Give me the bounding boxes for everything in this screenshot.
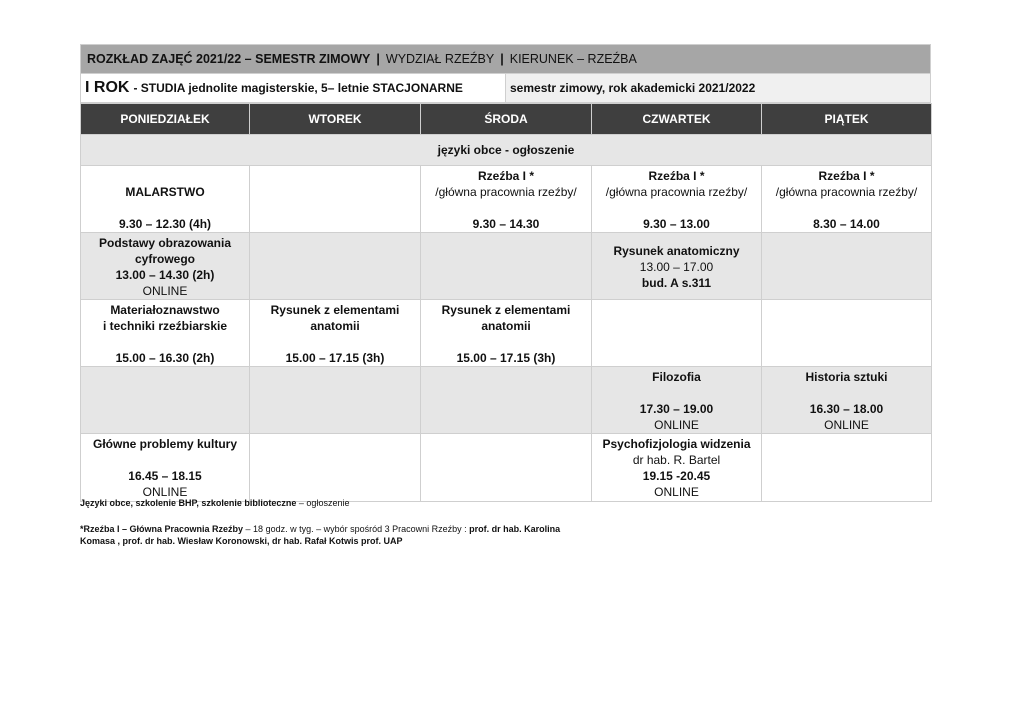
class-title: Podstawy obrazowania xyxy=(98,236,232,250)
class-title: Historia sztuki xyxy=(805,370,888,384)
schedule-title-bar xyxy=(80,44,931,74)
class-cell xyxy=(762,166,932,233)
class-time: 16.30 – 18.00 xyxy=(809,402,884,416)
class-cell xyxy=(762,367,932,434)
table-row xyxy=(81,367,932,434)
class-room: bud. A s.311 xyxy=(641,276,712,290)
class-title: Główne problemy kultury xyxy=(92,437,238,451)
class-mode: ONLINE xyxy=(142,485,188,499)
empty-cell xyxy=(421,233,592,300)
class-cell xyxy=(81,233,250,300)
day-header: PONIEDZIAŁEK xyxy=(81,104,250,135)
footnote-bold: prof. dr hab. Karolina xyxy=(469,524,561,534)
footnotes xyxy=(80,497,560,547)
footnote-text: – 18 godz. w tyg. – wybór spośród 3 Pracowni Rzeźby : xyxy=(243,524,470,534)
class-cell xyxy=(592,367,762,434)
class-time: 9.30 – 13.00 xyxy=(643,217,710,231)
class-mode: ONLINE xyxy=(654,485,699,499)
class-cell xyxy=(81,300,250,367)
table-row xyxy=(81,434,932,502)
class-mode: ONLINE xyxy=(654,418,699,432)
class-title: Rysunek z elementami xyxy=(441,303,571,317)
class-title: cyfrowego xyxy=(134,252,195,266)
day-header-row xyxy=(81,104,932,135)
class-subtitle: /główna pracownia rzeźby/ xyxy=(435,185,577,199)
day-header: PIĄTEK xyxy=(762,104,932,135)
footnote-teachers: Komasa , prof. dr hab. Wiesław Koronowski, dr hab. Rafał Kotwis prof. UAP xyxy=(80,536,403,546)
empty-cell xyxy=(762,233,932,300)
class-title: anatomii xyxy=(481,319,531,333)
footnote-text: – ogłoszenie xyxy=(296,498,350,508)
empty-cell xyxy=(250,434,421,502)
class-time: 19.15 -20.45 xyxy=(642,469,711,483)
footnote-bold: Języki obce, szkolenie BHP, szkolenie biblioteczne xyxy=(80,498,297,508)
empty-cell xyxy=(762,300,932,367)
class-time: 8.30 – 14.00 xyxy=(813,217,880,231)
table-row xyxy=(81,233,932,300)
table-row xyxy=(81,300,932,367)
class-time: 17.30 – 19.00 xyxy=(639,402,714,416)
class-cell xyxy=(81,166,250,233)
class-title: anatomii xyxy=(310,319,360,333)
day-header: ŚRODA xyxy=(421,104,592,135)
class-time: 13.00 – 17.00 xyxy=(639,260,714,274)
direction-label: KIERUNEK – RZEŹBA xyxy=(509,52,637,66)
class-cell xyxy=(81,434,250,502)
program-info xyxy=(81,74,506,103)
languages-note: języki obce - ogłoszenie xyxy=(81,135,932,166)
class-title: Filozofia xyxy=(652,370,701,384)
class-teacher: dr hab. R. Bartel xyxy=(632,453,721,467)
class-cell xyxy=(421,166,592,233)
class-title: Rysunek anatomiczny xyxy=(613,244,740,258)
day-header: CZWARTEK xyxy=(592,104,762,135)
class-cell xyxy=(592,166,762,233)
class-time: 16.45 – 18.15 xyxy=(128,469,202,483)
class-time: 9.30 – 12.30 (4h) xyxy=(118,217,212,231)
class-title: i techniki rzeźbiarskie xyxy=(102,319,228,333)
year-label: I ROK xyxy=(85,79,130,96)
class-time: 15.00 – 16.30 (2h) xyxy=(115,351,215,365)
class-time: 15.00 – 17.15 (3h) xyxy=(456,351,556,365)
class-title: MALARSTWO xyxy=(125,185,205,199)
class-time: 15.00 – 17.15 (3h) xyxy=(285,351,385,365)
class-title: Rzeźba I * xyxy=(648,169,705,183)
semester-label: semestr zimowy, rok akademicki 2021/2022 xyxy=(506,74,930,103)
class-mode: ONLINE xyxy=(142,284,188,298)
footnote-languages xyxy=(80,497,560,509)
empty-cell xyxy=(421,367,592,434)
empty-cell xyxy=(250,367,421,434)
timetable xyxy=(80,103,932,502)
class-cell xyxy=(592,233,762,300)
class-time: 13.00 – 14.30 (2h) xyxy=(115,268,215,282)
class-title: Materiałoznawstwo xyxy=(110,303,220,317)
class-title: Rzeźba I * xyxy=(818,169,875,183)
empty-cell xyxy=(81,367,250,434)
empty-cell xyxy=(250,233,421,300)
separator: | xyxy=(376,52,380,66)
day-header: WTOREK xyxy=(250,104,421,135)
class-title: Rysunek z elementami xyxy=(270,303,400,317)
schedule-subheader xyxy=(80,74,931,103)
footnote-bold: *Rzeźba I – Główna Pracownia Rzeźby xyxy=(80,524,244,534)
empty-cell xyxy=(592,300,762,367)
class-title: Psychofizjologia widzenia xyxy=(602,437,751,451)
empty-cell xyxy=(250,166,421,233)
class-title: Rzeźba I * xyxy=(477,169,534,183)
class-mode: ONLINE xyxy=(824,418,869,432)
separator: | xyxy=(500,52,504,66)
class-subtitle: /główna pracownia rzeźby/ xyxy=(775,185,918,199)
class-subtitle: /główna pracownia rzeźby/ xyxy=(605,185,748,199)
schedule xyxy=(80,44,931,502)
empty-cell xyxy=(421,434,592,502)
class-time: 9.30 – 14.30 xyxy=(472,217,540,231)
faculty-label: WYDZIAŁ RZEŹBY xyxy=(385,52,495,66)
class-cell xyxy=(421,300,592,367)
languages-row xyxy=(81,135,932,166)
schedule-title: ROZKŁAD ZAJĘĆ 2021/22 – SEMESTR ZIMOWY xyxy=(87,52,371,66)
empty-cell xyxy=(762,434,932,502)
table-row xyxy=(81,166,932,233)
class-cell xyxy=(250,300,421,367)
program-label: - STUDIA jednolite magisterskie, 5– letnie STACJONARNE xyxy=(133,81,463,95)
class-cell xyxy=(592,434,762,502)
footnote-sculpture xyxy=(80,523,560,535)
